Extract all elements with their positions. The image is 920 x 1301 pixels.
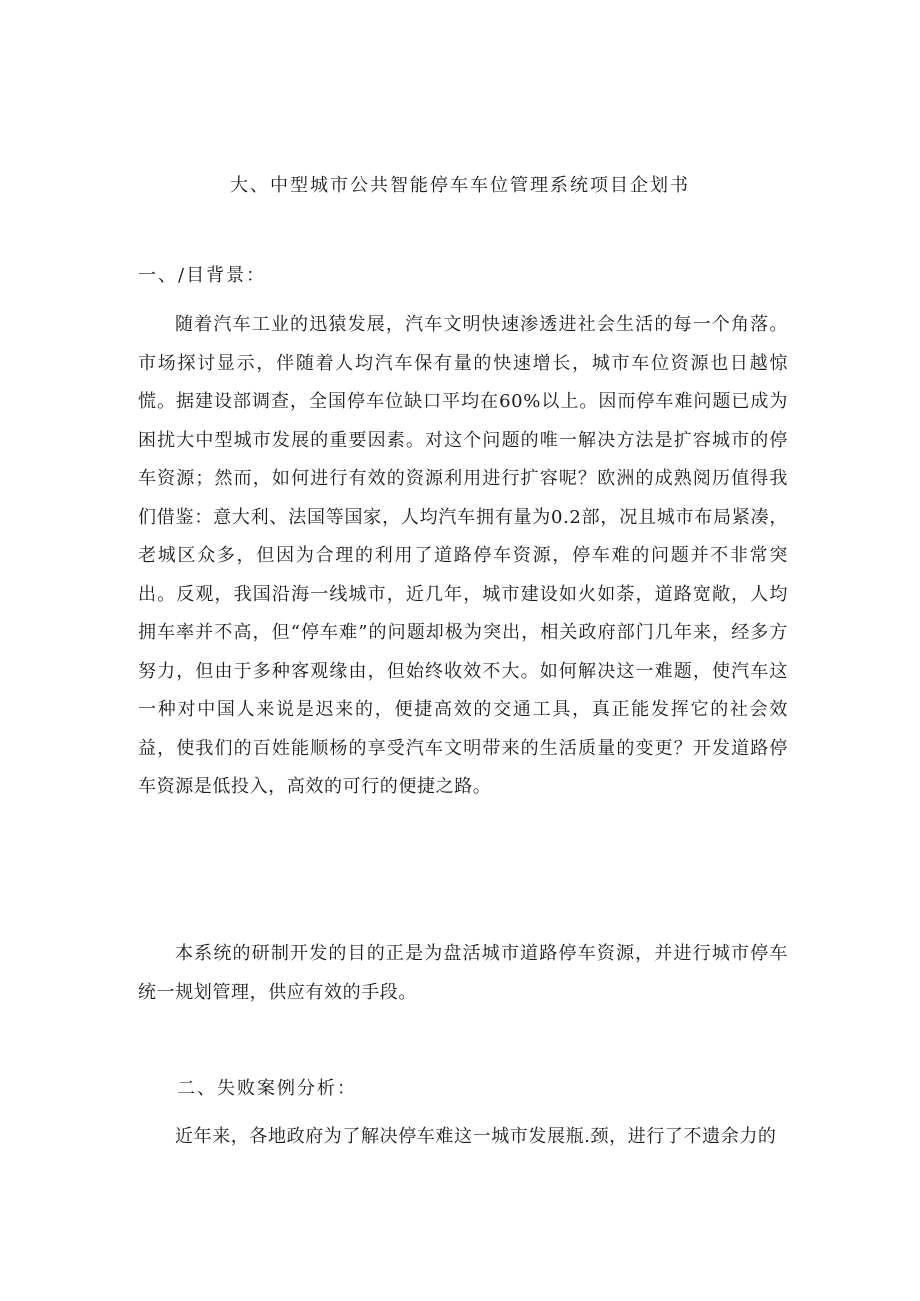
background-paragraph-2: 本系统的研制开发的目的正是为盘活城市道路停车资源，并进行城市停车统一规划管理，供应有效的手段。 — [138, 943, 788, 1003]
failure-cases-paragraph-1: 近年来，各地政府为了解决停车难这一城市发展瓶.颈，进行了不遗余力的 — [175, 1126, 777, 1147]
section-heading-background: 一、/目背景： — [138, 265, 267, 286]
section-heading-failure-cases: 二、失败案例分析： — [177, 1078, 357, 1099]
background-paragraph-1: 随着汽车工业的迅猿发展，汽车文明快速渗透进社会生活的每一个角落。市场探讨显示，伴随着人均汽车保有量的快速增长，城市车位资源也日越惊慌。据建设部调查，全国停车位缺口平均在60%以上。因而停车难问题已成为困扰大中型城市发展的重要因素。对这个问题的唯一解决方法是扩容城市的停车资源；然而，如何进行有效的资源利用进行扩容呢？欧洲的成熟阅历值得我们借鉴：意大利、法国等国家，人均汽车拥有量为0.2部，况且城市布局紧凑，老城区众多，但因为合理的利用了道路停车资源，停车难的问题并不非常突出。反观，我国沿海一线城市，近几年，城市建设如火如荼，道路宽敞，人均拥车率并不高，但“停车难”的问题却极为突出，相关政府部门几年来，经多方努力，但由于多种客观缘由，但始终收效不大。如何解决这一难题，使汽车这一种对中国人来说是迟来的，便捷高效的交通工具，真正能发挥它的社会效益，使我们的百姓能顺杨的享受汽车文明带来的生活质量的变更？开发道路停车资源是低投入，高效的可行的便捷之路。 — [138, 314, 788, 797]
document-title: 大、中型城市公共智能停车车位管理系统项目企划书 — [230, 175, 690, 196]
